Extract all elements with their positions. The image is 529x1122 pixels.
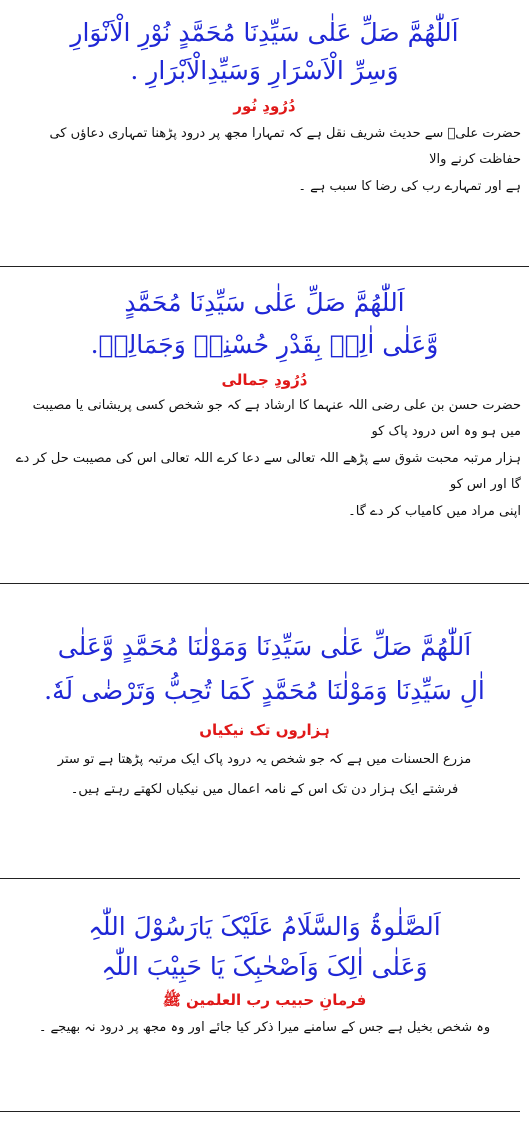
section-divider xyxy=(0,266,529,267)
arabic-line: اَللّٰھُمَّ صَلِّ عَلٰی سَیِّدِنَا مُحَمَّدٍ xyxy=(124,288,405,317)
body-text-line: مزرع الحسنات میں ہے کہ جو شخص یہ درود پاک ایک مرتبہ پڑھتا ہے تو ستر xyxy=(57,751,472,767)
arabic-line: وَّعَلٰی اٰلِهٖ بِقَدْرِ حُسْنِهٖ وَجَمَالِهٖ. xyxy=(90,329,439,359)
durood-block-jamali xyxy=(0,286,529,526)
body-text-line: وہ شخص بخیل ہے جس کے سامنے میرا ذکر کیا جائے اور وہ مجھ پر درود نہ بھیجے ۔ xyxy=(38,1019,491,1035)
arabic-line: وَعَلٰی اٰلِکَ وَاَصْحٰبِکَ یَا حَبِیْبَ اللّٰہِ xyxy=(101,951,428,981)
arabic-line: اَلصَّلٰوۃُ وَالسَّلَامُ عَلَیْکَ یَارَسُوْلَ اللّٰہِ xyxy=(88,912,441,941)
arabic-line: اَللّٰھُمَّ صَلِّ عَلٰی سَیِّدِنَا وَمَوْلٰنَا مُحَمَّدٍ وَّعَلٰی xyxy=(57,632,472,661)
durood-block-noor xyxy=(0,16,529,200)
section-title: دُرُودِ جمالی xyxy=(221,370,308,389)
body-text-line: ہزار مرتبہ محبت شوق سے پڑھے اللہ تعالی سے دعا کرے اللہ تعالی اس کی مصیبت حل کر دے گا اور اس کو xyxy=(15,450,521,493)
body-text-line: حضرت علیؓ سے حدیث شریف نقل ہے کہ تمہارا مجھ پر درود پڑھنا تمہاری دعاؤں کی حفاظت کرنے والا xyxy=(49,125,521,168)
arabic-line: اَللّٰھُمَّ صَلِّ عَلٰی سَیِّدِنَا مُحَمَّدٍ نُوْرِ الْاَنْوَارِ xyxy=(70,18,459,47)
section-title: فرمانِ حبیب رب العلمین ﷺ xyxy=(162,990,367,1009)
body-text-line: ہے اور تمہارے رب کی رضا کا سبب ہے ۔ xyxy=(298,178,521,194)
arabic-line: اٰلِ سَیِّدِنَا وَمَوْلٰنَا مُحَمَّدٍ كَمَا تُحِبُّ وَتَرْضٰی لَهٗ. xyxy=(44,675,485,705)
section-divider xyxy=(0,583,529,584)
section-divider xyxy=(0,1111,520,1112)
section-divider xyxy=(0,878,520,879)
body-text-line: اپنی مراد میں کامیاب کر دے گا۔ xyxy=(348,504,521,520)
durood-block-hazaron-naikiyan xyxy=(0,630,529,804)
arabic-line: وَسِرِّ الْاَسْرَارِ وَسَیِّدِالْاَبْرَارِ . xyxy=(130,55,399,85)
section-title: دُرُودِ نُور xyxy=(233,96,296,115)
body-text-line: حضرت حسن بن علی رضی اللہ عنہما کا ارشاد ہے کہ جو شخص کسی پریشانی یا مصیبت میں ہو وہ اس درود پاک کو xyxy=(32,397,521,440)
durood-block-salat-salam xyxy=(0,910,529,1041)
body-text-line: فرشتے ایک ہزار دن تک اس کے نامہ اعمال میں نیکیاں لکھتے رہتے ہیں۔ xyxy=(70,782,459,798)
section-title: ہزاروں تک نیکیاں xyxy=(199,720,330,739)
